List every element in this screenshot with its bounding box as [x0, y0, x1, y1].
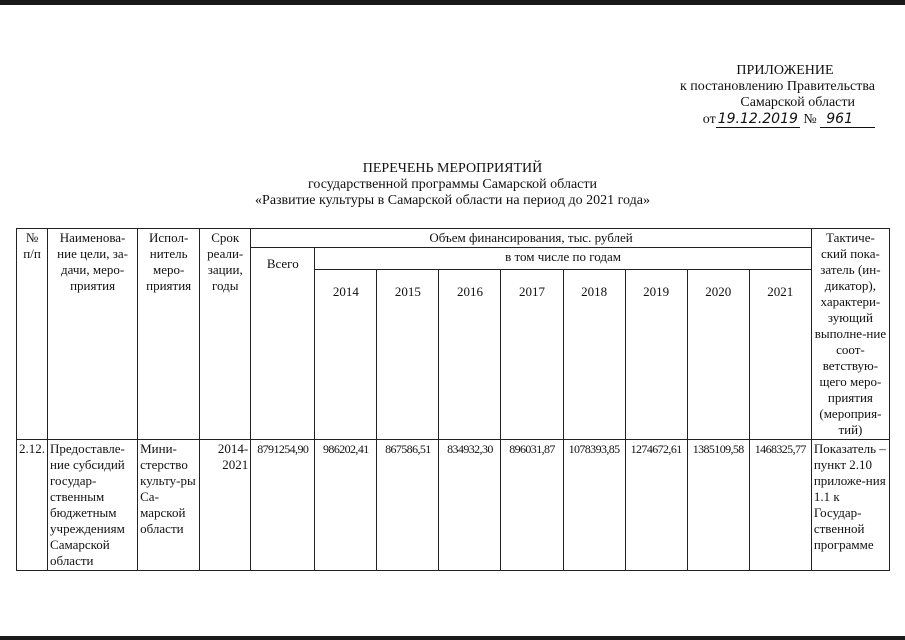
handwritten-date: 19.12.2019 — [717, 111, 798, 127]
header-funding: Объем финансирования, тыс. рублей — [251, 229, 812, 248]
row-term: 2014-2021 — [200, 440, 251, 571]
row-value-2018: 1078393,85 — [563, 440, 625, 571]
header-term: Срок реали-зации, годы — [200, 229, 251, 440]
row-value-2021: 1468325,77 — [749, 440, 811, 571]
header-year: 2018 — [563, 270, 625, 440]
row-value-2017: 896031,87 — [501, 440, 563, 571]
header-row-1 — [17, 229, 890, 248]
top-border — [0, 0, 905, 5]
activities-table — [16, 228, 890, 571]
doc-title-line-1: ПЕРЕЧЕНЬ МЕРОПРИЯТИЙ — [362, 161, 543, 176]
row-name: Предоставле-ние субсидий государ-ственным бюджетным учреждениям Самарской области — [48, 440, 138, 571]
date-prefix: от — [702, 112, 716, 127]
header-indicator: Тактиче-ский пока-затель (ин-дикатор), характери-зующий выполне-ние соот-ветствую-щего меро-приятия (мероприя-тий) — [811, 229, 889, 440]
header-executor: Испол-нитель меро-приятия — [138, 229, 200, 440]
header-year: 2015 — [377, 270, 439, 440]
header-year: 2019 — [625, 270, 687, 440]
row-total: 8791254,90 — [251, 440, 315, 571]
header-by-year: в том числе по годам — [315, 248, 812, 270]
appendix-line-2: Самарской области — [740, 95, 855, 110]
header-year: 2016 — [439, 270, 501, 440]
header-year: 2020 — [687, 270, 749, 440]
appendix-title: ПРИЛОЖЕНИЕ — [736, 63, 834, 78]
header-total: Всего — [251, 248, 315, 440]
doc-title-line-2: государственной программы Самарской области — [308, 177, 597, 192]
table-row — [17, 440, 890, 571]
header-number: № п/п — [17, 229, 48, 440]
appendix-block — [655, 63, 875, 128]
header-year: 2014 — [315, 270, 377, 440]
appendix-line-1: к постановлению Правительства — [679, 79, 875, 94]
row-value-2019: 1274672,61 — [625, 440, 687, 571]
appendix-signature-line — [655, 111, 875, 128]
row-value-2015: 867586,51 — [377, 440, 439, 571]
doc-title-line-3: «Развитие культуры в Самарской области на период до 2021 года» — [255, 193, 650, 208]
row-indicator: Показатель – пункт 2.10 приложе-ния 1.1 к Государ-ственной программе — [811, 440, 889, 571]
row-value-2020: 1385109,58 — [687, 440, 749, 571]
header-name: Наименова-ние цели, за-дачи, меро-приятия — [48, 229, 138, 440]
bottom-border — [0, 636, 905, 640]
number-prefix: № — [803, 112, 817, 127]
handwritten-number: 961 — [820, 111, 875, 128]
row-number: 2.12. — [17, 440, 48, 571]
header-year: 2017 — [501, 270, 563, 440]
row-value-2016: 834932,30 — [439, 440, 501, 571]
row-executor: Мини-стерство культу-ры Са-марской области — [138, 440, 200, 571]
header-year: 2021 — [749, 270, 811, 440]
row-value-2014: 986202,41 — [315, 440, 377, 571]
